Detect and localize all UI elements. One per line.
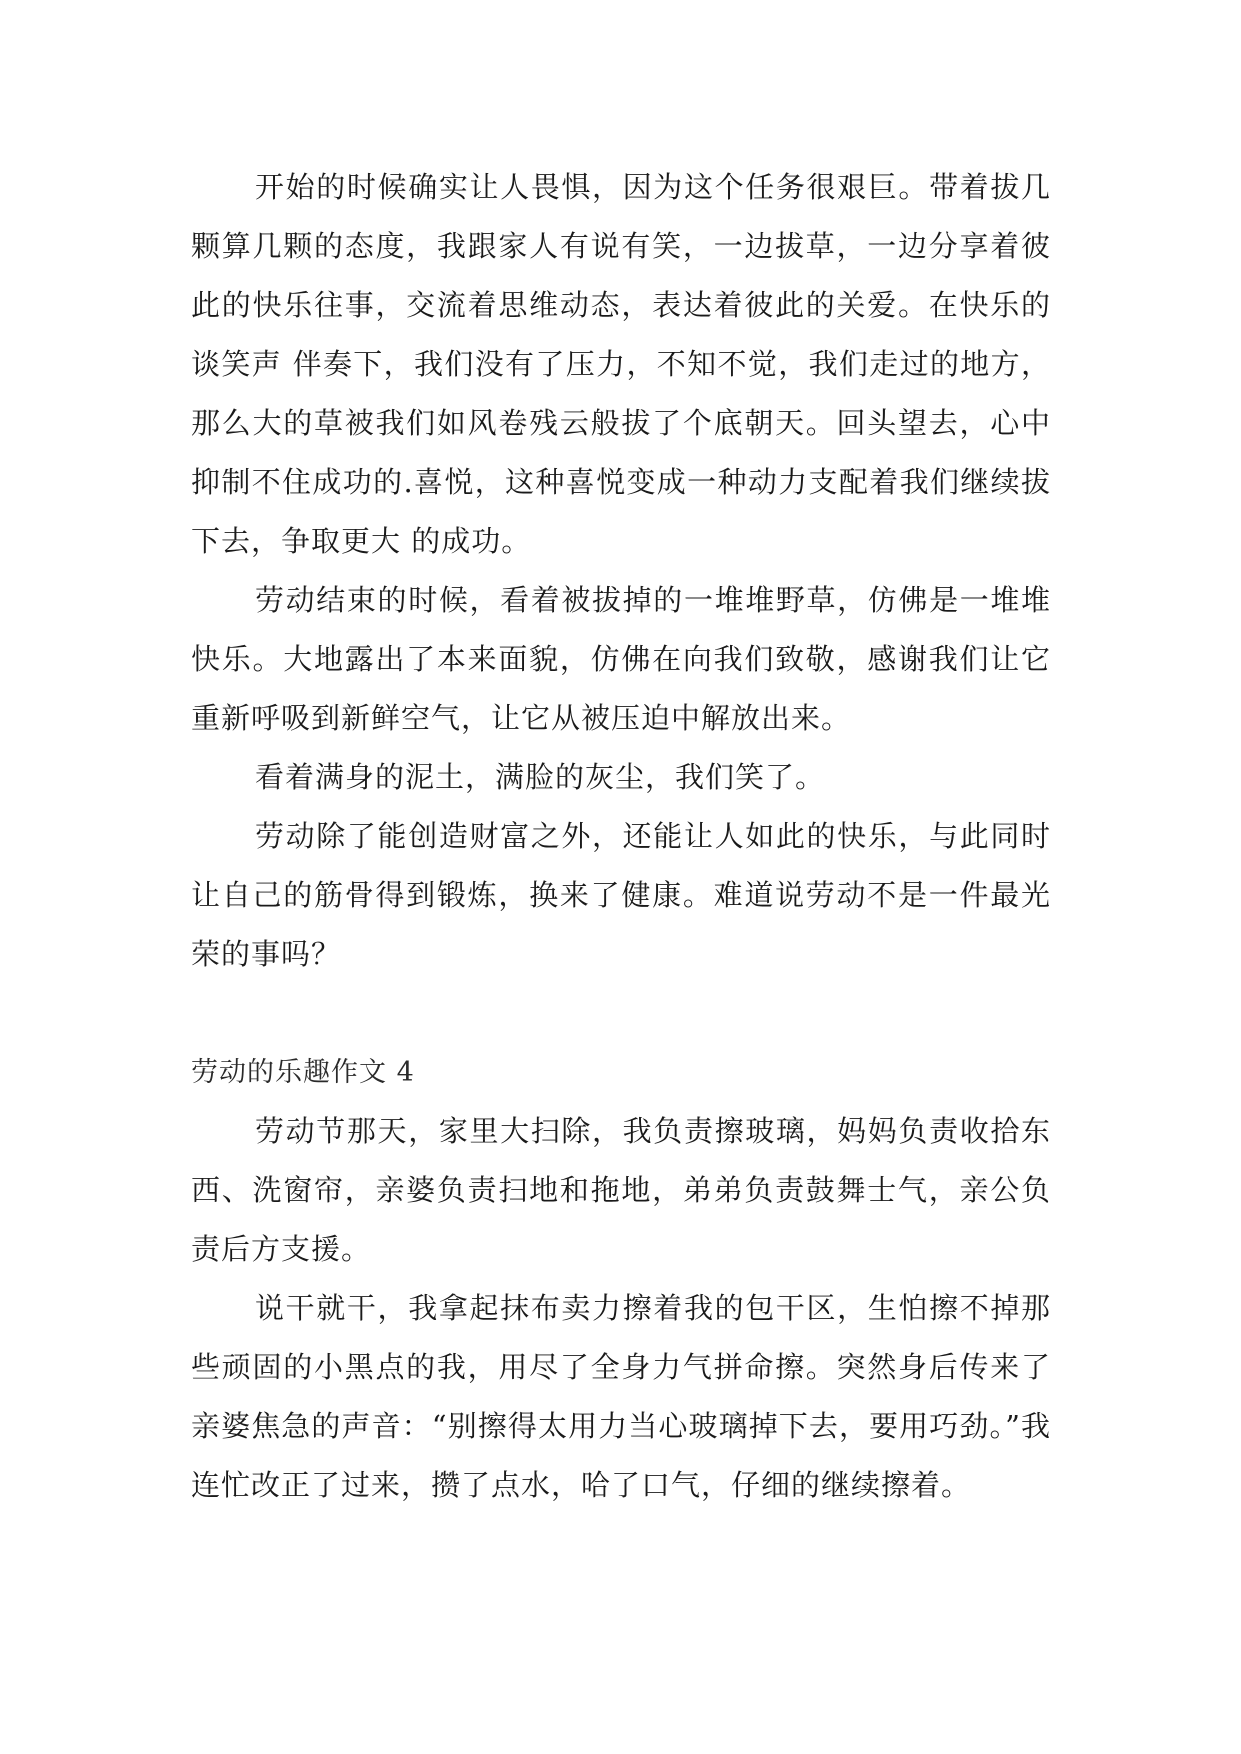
- section-title: 劳动的乐趣作文 4: [191, 1057, 415, 1088]
- paragraph: 劳动节那天，家里大扫除，我负责擦玻璃，妈妈负责收拾东西、洗窗帘，亲婆负责扫地和拖地，弟弟负责鼓舞士气，亲公负责后方支援。: [191, 1114, 1051, 1266]
- paragraph: 劳动除了能创造财富之外，还能让人如此的快乐，与此同时让自己的筋骨得到锻炼，换来了健康。难道说劳动不是一件最光荣的事吗？: [191, 819, 1051, 971]
- paragraph: 开始的时候确实让人畏惧，因为这个任务很艰巨。带着拔几颗算几颗的态度，我跟家人有说有笑，一边拔草，一边分享着彼此的快乐往事，交流着思维动态，表达着彼此的关爱。在快乐的谈笑声 伴奏下，我们没有了压力，不知不觉，我们走过的地方，那么大的草被我们如风卷残云般拔了个底朝天。回头望去，心中抑制不住成功的.喜悦，这种喜悦变成一种动力支配着我们继续拔下去，争取更大 的成功。: [191, 170, 1051, 558]
- document-body: [191, 158, 1051, 1515]
- paragraph: 说干就干，我拿起抹布卖力擦着我的包干区，生怕擦不掉那些顽固的小黑点的我，用尽了全身力气拼命擦。突然身后传来了亲婆焦急的声音：“别擦得太用力当心玻璃掉下去，要用巧劲。”我连忙改正了过来，攒了点水，哈了口气，仔细的继续擦着。: [191, 1291, 1051, 1502]
- paragraph: 看着满身的泥土，满脸的灰尘，我们笑了。: [255, 760, 826, 794]
- section-spacer: [191, 984, 1051, 1043]
- paragraph: 劳动结束的时候，看着被拔掉的一堆堆野草，仿佛是一堆堆快乐。大地露出了本来面貌，仿佛在向我们致敬，感谢我们让它重新呼吸到新鲜空气，让它从被压迫中解放出来。: [191, 583, 1051, 735]
